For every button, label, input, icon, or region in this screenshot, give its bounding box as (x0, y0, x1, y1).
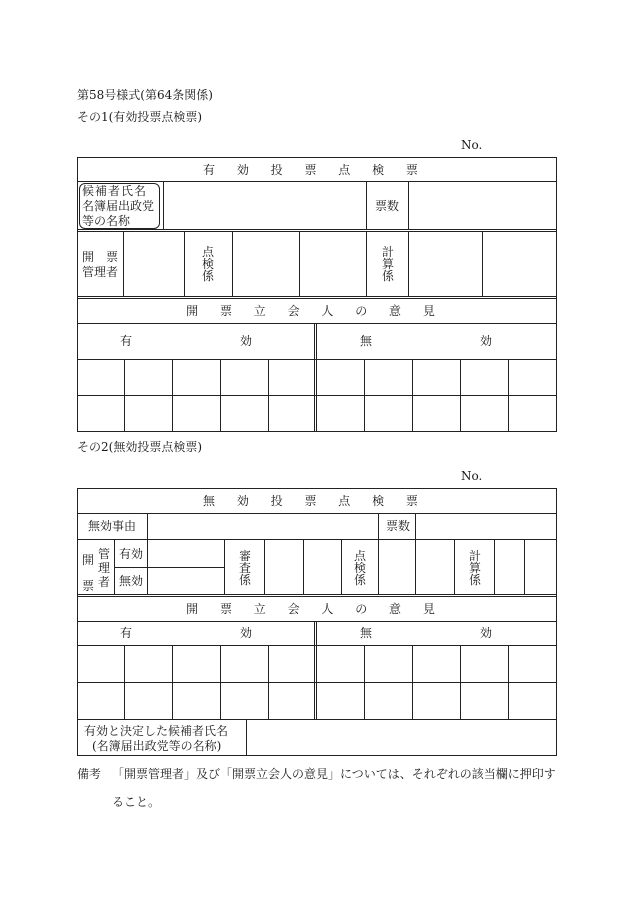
part1-calculator-label: 計 算 係 (381, 245, 394, 283)
part2-manager-col1: 開 票 (81, 553, 94, 593)
part2-valid-label: 有 効 (120, 626, 253, 640)
part2-manager-col2: 管 理 者 (97, 547, 110, 589)
part1-votes-label: 票数 (375, 199, 400, 213)
manager-valid-label: 有効 (119, 547, 144, 561)
part2-checker-label: 点 検 係 (353, 549, 366, 587)
part2-reviewer-label: 審 査 係 (238, 549, 251, 587)
part1-no-label: No. (461, 138, 483, 152)
decided-label-line1: 有効と決定した候補者氏名 (84, 724, 229, 738)
part1-opinion-title: 開 票 立 会 人 の 意 見 (186, 304, 444, 318)
part2-calculator-label: 計 算 係 (468, 549, 481, 587)
reason-label: 無効事由 (88, 519, 137, 533)
part2-votes-label: 票数 (386, 519, 411, 533)
remarks-line2: ること。 (112, 795, 161, 809)
manager-invalid-label: 無効 (119, 574, 144, 588)
candidate-label-line2: 名簿届出政党 (82, 199, 155, 213)
part1-checker-label: 点 検 係 (201, 245, 214, 283)
form-number: 第58号様式(第64条関係) (77, 88, 213, 102)
candidate-label-line3: 等の名称 (82, 214, 131, 228)
part2-invalid-label: 無 効 (360, 626, 493, 640)
decided-label-line2: (名簿届出政党等の名称) (92, 739, 222, 753)
part2-title: 無 効 投 票 点 検 票 (203, 494, 427, 508)
part2-subtitle: その2(無効投票点検票) (77, 440, 202, 454)
part1-invalid-label: 無 効 (360, 334, 493, 348)
remarks-label: 備考 (77, 767, 102, 781)
candidate-label-line1: 候補者氏名 (82, 184, 148, 198)
part2-opinion-title: 開 票 立 会 人 の 意 見 (186, 602, 444, 616)
part1-manager-line2: 管理者 (82, 265, 119, 279)
part2-table (77, 488, 557, 756)
part2-no-label: No. (461, 469, 483, 483)
part1-manager-line1: 開 票 (82, 250, 119, 264)
part1-subtitle: その1(有効投票点検票) (77, 110, 202, 124)
part1-title: 有 効 投 票 点 検 票 (203, 163, 427, 177)
part1-valid-label: 有 効 (120, 334, 253, 348)
remarks-line1: 「開票管理者」及び「開票立会人の意見」については、それぞれの該当欄に押印す (112, 767, 556, 781)
